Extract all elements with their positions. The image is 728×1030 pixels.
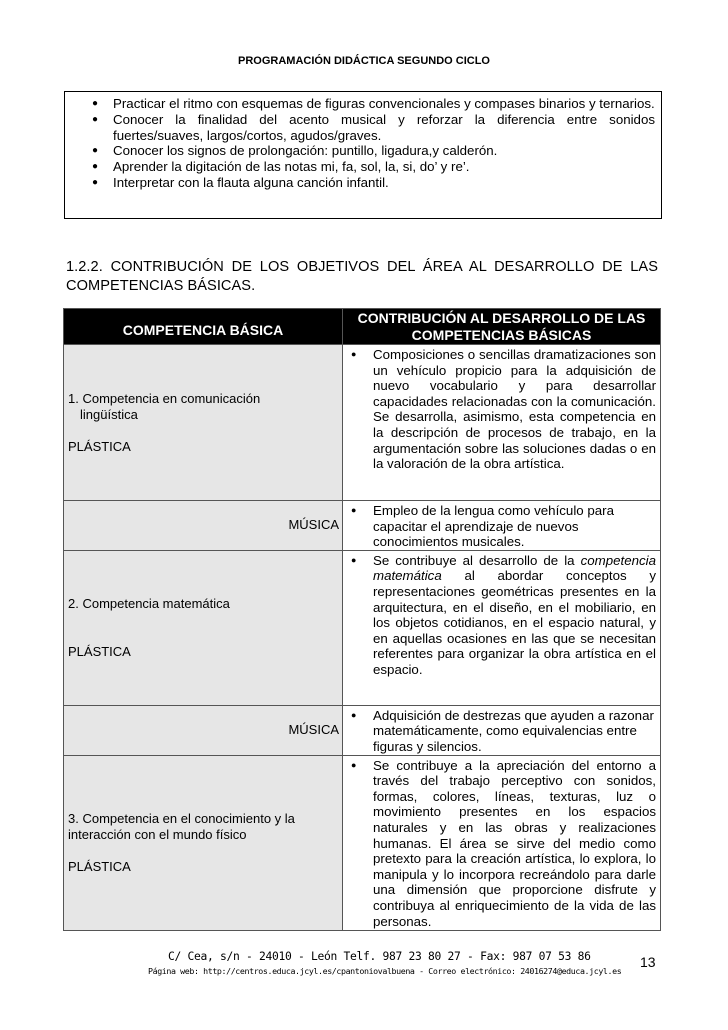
objective-item: ● Conocer la finalidad del acento musical y reforzar la diferencia entre sonidos fuertes/suaves, largos/cortos, agudos/graves. xyxy=(113,112,655,144)
page-number: 13 xyxy=(640,954,656,970)
contribution-item: ● Empleo de la lengua como vehículo para capacitar el aprendizaje de nuevos conocimientos musicales. xyxy=(373,503,656,550)
table-row xyxy=(64,345,661,501)
competence-label-cont: lingüística xyxy=(80,406,138,422)
emphasis-text: competencia matemática xyxy=(373,552,656,584)
objectives-list xyxy=(65,92,661,191)
table-row xyxy=(64,501,661,551)
contribution-cell xyxy=(343,501,661,551)
table-row xyxy=(64,550,661,705)
competence-cell xyxy=(64,345,343,501)
competence-label: 1. Competencia en comunicación xyxy=(68,390,261,406)
table-header-row xyxy=(64,309,661,345)
competence-label: 3. Competencia en el conocimiento y la interacción con el mundo físico xyxy=(68,810,295,842)
page-header-title: PROGRAMACIÓN DIDÁCTICA SEGUNDO CICLO xyxy=(238,55,490,67)
area-label: MÚSICA xyxy=(288,722,339,738)
header-contribucion: CONTRIBUCIÓN AL DESARROLLO DE LAS COMPETENCIAS BÁSICAS xyxy=(343,309,661,345)
objective-item: ● Aprender la digitación de las notas mi, fa, sol, la, si, do’ y re’. xyxy=(113,159,655,175)
objective-item: ● Conocer los signos de prolongación: puntillo, ligadura,y calderón. xyxy=(113,143,655,159)
area-label: PLÁSTICA xyxy=(68,858,131,874)
objective-item: ● Interpretar con la flauta alguna canción infantil. xyxy=(113,175,655,191)
competence-label: 2. Competencia matemática xyxy=(68,595,230,611)
area-cell xyxy=(64,501,343,551)
footer-address: C/ Cea, s/n - 24010 - León Telf. 987 23 80 27 - Fax: 987 07 53 86 xyxy=(168,950,591,963)
table-row xyxy=(64,705,661,755)
section-title: 1.2.2. CONTRIBUCIÓN DE LOS OBJETIVOS DEL ÁREA AL DESARROLLO DE LAS COMPETENCIAS BÁSICAS. xyxy=(66,259,658,294)
contribution-item: ● Se contribuye a la apreciación del entorno a través del trabajo perceptivo con sonidos, formas, colores, líneas, texturas, luz o movimiento presentes en los espacios naturales y en las obras y realizaciones humanas. El área se sirve del medio como pretexto para la creación artística, lo explora, lo manipula y lo incorpora recreándolo para darle una dimensión que proporcione disfrute y contribuya al enriquecimiento de la vida de las personas. xyxy=(373,758,656,930)
contribution-item: ● Adquisición de destrezas que ayuden a razonar matemáticamente, como equivalencias entre figuras y silencios. xyxy=(373,708,656,755)
contribution-item: ● Composiciones o sencillas dramatizaciones son un vehículo propicio para la adquisición de nuevo vocabulario y para desarrollar capacidades relacionadas con la comunicación. Se desarrolla, asimismo, esta competencia en la descripción de procesos de trabajo, en la argumentación sobre las soluciones dadas o en la valoración de la obra artística. xyxy=(373,347,656,472)
area-label: PLÁSTICA xyxy=(68,438,131,454)
contribution-cell xyxy=(343,705,661,755)
area-label: MÚSICA xyxy=(288,517,339,533)
contribution-item: ● Se contribuye al desarrollo de la competencia matemática al abordar conceptos y representaciones geométricas presentes en la arquitectura, en el diseño, en el mobiliario, en los objetos cotidianos, en el espacio natural, y en aquellas ocasiones en las que se necesitan referentes para organizar la obra artística en el espacio. xyxy=(373,553,656,678)
area-cell xyxy=(64,705,343,755)
footer-web: Página web: http://centros.educa.jcyl.es/cpantoniovalbuena - Correo electrónico: 24016274@educa.jcyl.es xyxy=(148,966,622,976)
competences-table xyxy=(63,308,661,931)
objective-item: ● Practicar el ritmo con esquemas de figuras convencionales y compases binarios y ternarios. xyxy=(113,96,655,112)
table-row xyxy=(64,755,661,930)
contribution-cell xyxy=(343,345,661,501)
competence-cell xyxy=(64,550,343,705)
contribution-cell xyxy=(343,550,661,705)
competence-cell xyxy=(64,755,343,930)
area-label: PLÁSTICA xyxy=(68,643,131,659)
objectives-box xyxy=(64,91,662,219)
contribution-cell xyxy=(343,755,661,930)
header-competencia: COMPETENCIA BÁSICA xyxy=(64,309,343,345)
